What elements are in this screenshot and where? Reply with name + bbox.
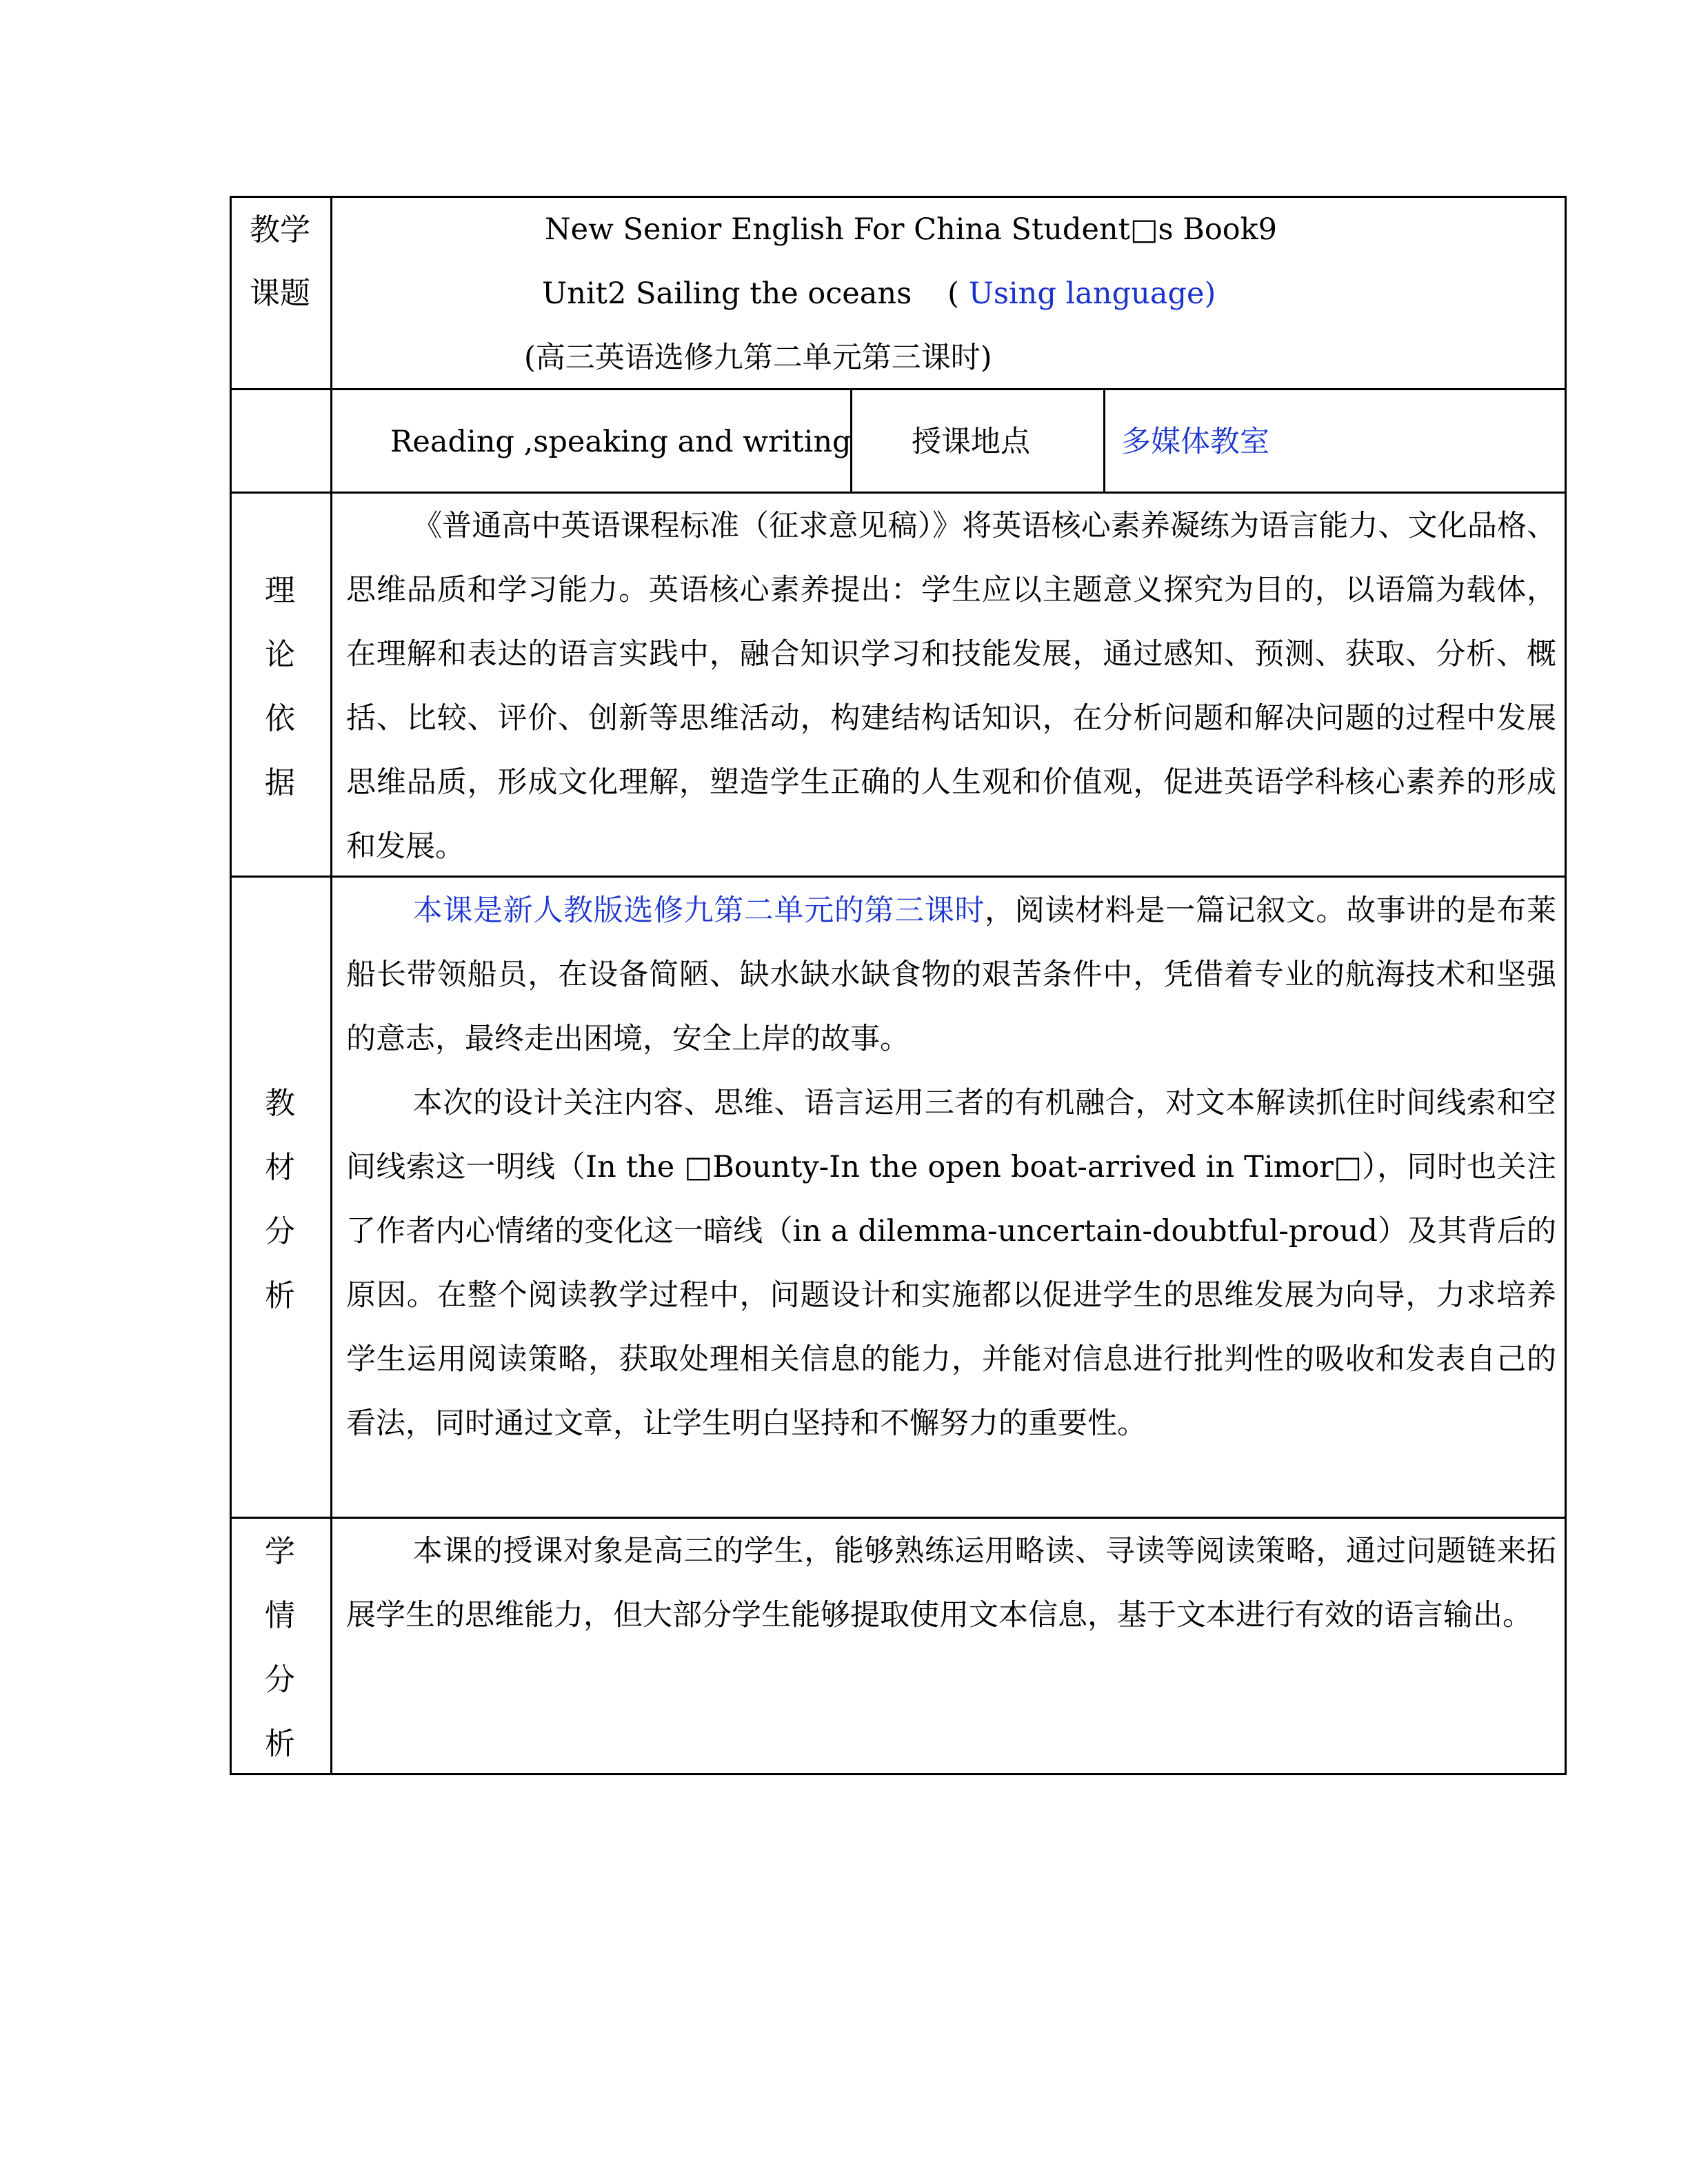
material-paragraph-2: 本次的设计关注内容、思维、语言运用三者的有机融合，对文本解读抓住时间线索和空间线索这一明线（In the □Bounty-In the open boat-arrived in Timor□），同时也关注了作者内心情绪的变化这一暗线（in a dilemma-uncertain-doubtful-proud）及其背后的原因。在整个阅读教学过程中，问题设计和实施都以促进学生的思维发展为向导，力求培养学生运用阅读策略，获取处理相关信息的能力，并能对信息进行批判性的吸收和发表自己的看法，同时通过文章，让学生明白坚持和不懈努力的重要性。 [346, 1086, 1556, 1441]
material-label: 教 材 分 析 [265, 1086, 295, 1313]
row-divider-1 [230, 388, 1567, 390]
row-divider-4 [230, 1517, 1567, 1519]
label-column-divider [330, 196, 332, 1775]
course-book-title: New Senior English For China Student□s Book9 [545, 212, 1278, 247]
row-divider-2 [230, 492, 1567, 494]
table-border-top [230, 196, 1567, 198]
learner-label: 学 情 分 析 [265, 1534, 295, 1761]
theory-label: 理 论 依 据 [265, 573, 295, 800]
unit-title: Unit2 Sailing the oceans [542, 276, 912, 311]
info-divider-2 [1103, 388, 1105, 494]
course-chinese-subtitle: (高三英语选修九第二单元第三课时) [524, 341, 992, 375]
venue-label: 授课地点 [912, 425, 1030, 459]
course-unit-line [542, 274, 1216, 313]
table-border-bottom [230, 1773, 1567, 1775]
table-border-right [1565, 196, 1567, 1775]
theory-paragraph: 《普通高中英语课程标准（征求意见稿）》将英语核心素养凝练为语言能力、文化品格、思维品质和学习能力。英语核心素养提出：学生应以主题意义探究为目的，以语篇为载体，在理解和表达的语言实践中，融合知识学习和技能发展，通过感知、预测、获取、分析、概括、比较、评价、创新等思维活动，构建结构话知识，在分析问题和解决问题的过程中发展思维品质，形成文化理解，塑造学生正确的人生观和价值观，促进英语学科核心素养的形成和发展。 [346, 509, 1556, 864]
lesson-skills: Reading ,speaking and writing [390, 425, 852, 459]
learner-paragraph: 本课的授课对象是高三的学生，能够熟练运用略读、寻读等阅读策略，通过问题链来拓展学生的思维能力，但大部分学生能够提取使用文本信息，基于文本进行有效的语言输出。 [346, 1534, 1556, 1632]
unit-paren-open: ( [947, 276, 959, 311]
title-row-label: 教学 课题 [250, 212, 310, 311]
venue-value: 多媒体教室 [1121, 425, 1269, 459]
unit-lesson-type: Using language) [958, 276, 1216, 311]
material-paragraph-1: 本课是新人教版选修九第二单元的第三课时，阅读材料是一篇记叙文。故事讲的是布莱船长带领船员，在设备简陋、缺水缺水缺食物的艰苦条件中，凭借着专业的航海技术和坚强的意志，最终走出困境，安全上岸的故事。 [346, 893, 1557, 1056]
